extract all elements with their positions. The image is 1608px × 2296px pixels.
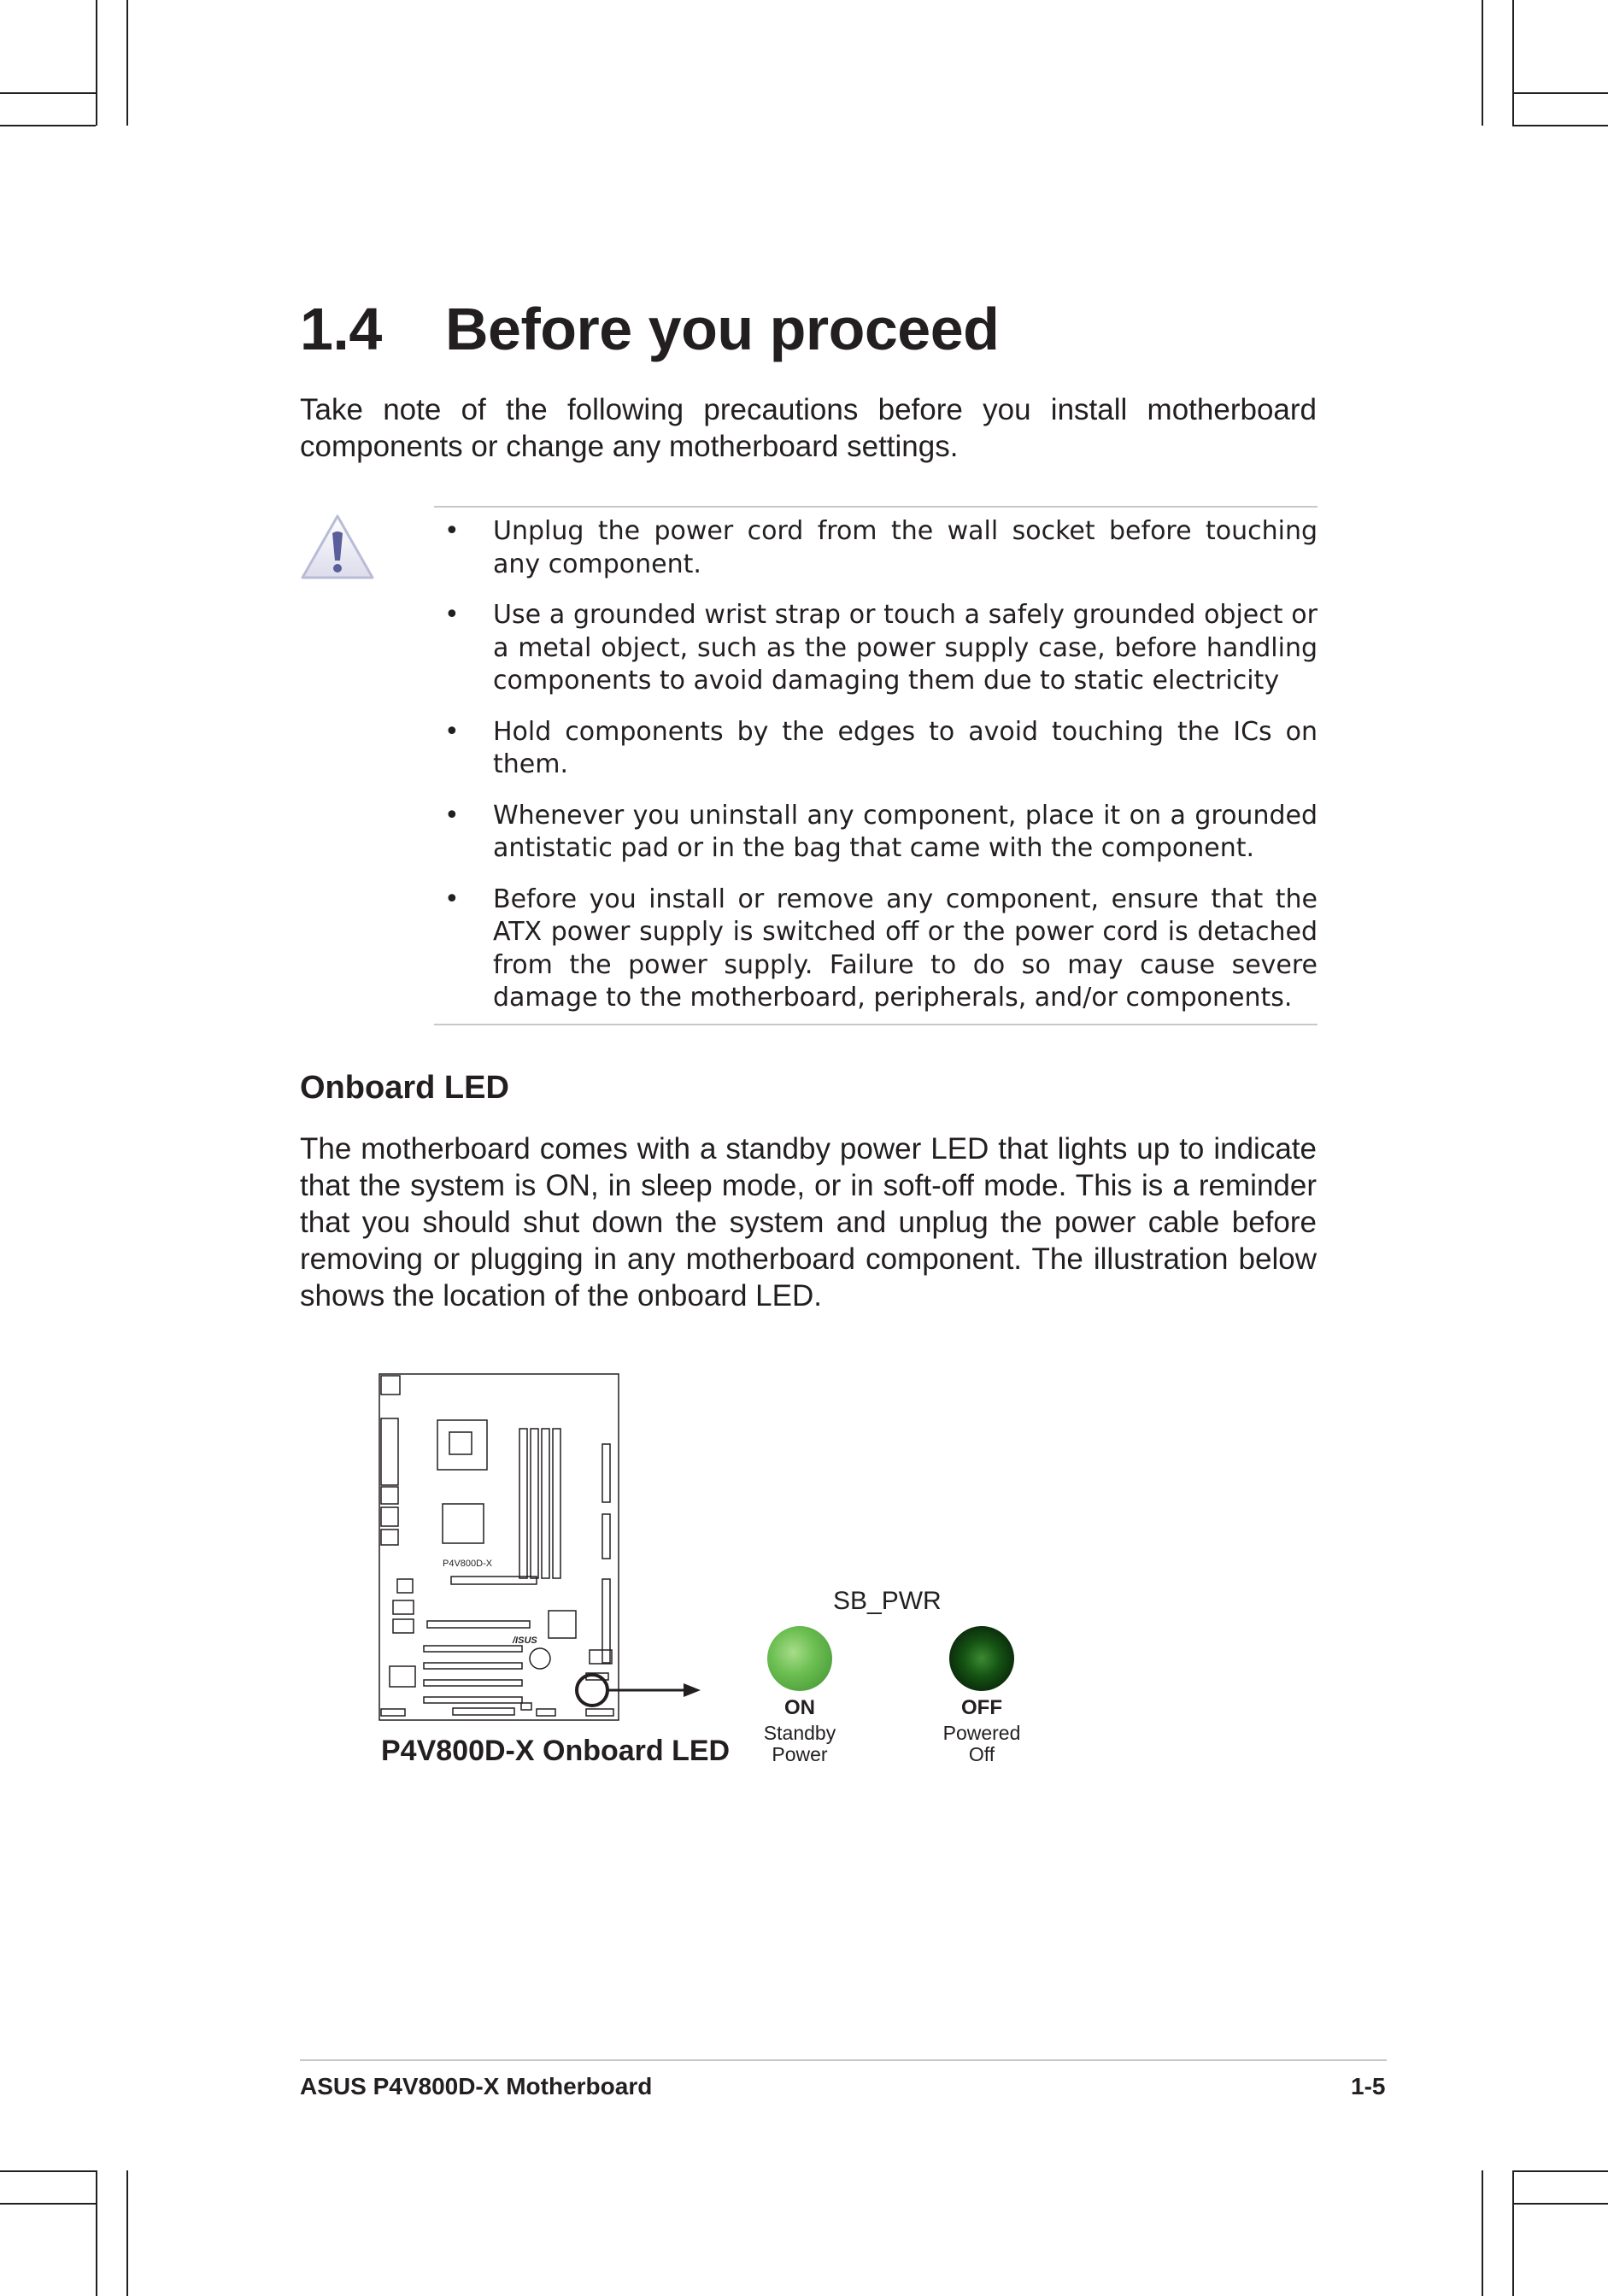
section-title-text: Before you proceed [445, 296, 1000, 362]
footer-product: ASUS P4V800D-X Motherboard [300, 2073, 653, 2099]
caution-item: • Before you install or remove any component, ensure that the ATX power supply is switched off or the power cord is detached from the power supply. Failure to do so may cause severe damage to the motherboard, peripherals, and/or components. [434, 884, 1318, 1015]
footer-rule [300, 2059, 1387, 2061]
caution-item: • Unplug the power cord from the wall socket before touching any component. [434, 515, 1318, 581]
crop-mark [1512, 2170, 1608, 2172]
motherboard-diagram [342, 1367, 718, 1726]
intro-paragraph: Take note of the following precautions before you install motherboard components or change any motherboard settings. [300, 393, 1317, 463]
crop-mark [0, 2170, 96, 2172]
led-off-line2: Off [968, 1743, 995, 1765]
led-name-label: SB_PWR [833, 1587, 942, 1615]
crop-mark [1512, 2203, 1608, 2205]
led-on-labels [748, 1696, 851, 1765]
led-on-line1: Standby [763, 1722, 836, 1744]
led-on-indicator [767, 1626, 832, 1691]
caution-item: • Whenever you uninstall any component, place it on a grounded antistatic pad or in the bag that came with the component. [434, 800, 1318, 866]
crop-mark [1512, 92, 1608, 94]
warning-triangle-icon [299, 513, 376, 583]
board-model-label: P4V800D-X [443, 1559, 493, 1569]
figure-caption: P4V800D-X Onboard LED [381, 1735, 731, 1767]
crop-mark [0, 125, 96, 126]
caution-box [434, 506, 1318, 1025]
crop-mark [1482, 0, 1483, 126]
crop-mark [126, 0, 128, 126]
crop-mark [1512, 125, 1608, 126]
crop-mark [0, 2203, 96, 2205]
led-off-state: OFF [961, 1696, 1002, 1719]
led-off-labels [930, 1696, 1033, 1765]
crop-mark [1482, 2170, 1483, 2296]
led-on-state: ON [784, 1696, 815, 1719]
crop-mark [96, 2170, 97, 2296]
led-on-line2: Power [772, 1743, 828, 1765]
caution-item: • Hold components by the edges to avoid touching the ICs on them. [434, 716, 1318, 782]
onboard-led-heading: Onboard LED [300, 1070, 509, 1106]
led-off-indicator [949, 1626, 1014, 1691]
crop-mark [1512, 2170, 1514, 2296]
onboard-led-paragraph: The motherboard comes with a standby power LED that lights up to indicate that the system is ON, in sleep mode, or in soft-off mode. This is a reminder that you should shut down the system and unplug the power cable before removing or plugging in any motherboard component. The illustration below shows the location of the onboard LED. [300, 1132, 1317, 1312]
crop-mark [1512, 0, 1514, 126]
section-number: 1.4 [300, 296, 382, 362]
section-title [300, 295, 999, 363]
crop-mark [126, 2170, 128, 2296]
crop-mark [0, 92, 96, 94]
footer-page-number: 1-5 [1351, 2073, 1386, 2099]
brand-logo: /ISUS [513, 1635, 537, 1646]
caution-list [434, 515, 1318, 1015]
caution-item: • Use a grounded wrist strap or touch a safely grounded object or a metal object, such as the power supply case, before handling components to avoid damaging them due to static electricity [434, 599, 1318, 698]
led-off-line1: Powered [942, 1722, 1021, 1744]
crop-mark [96, 0, 97, 126]
